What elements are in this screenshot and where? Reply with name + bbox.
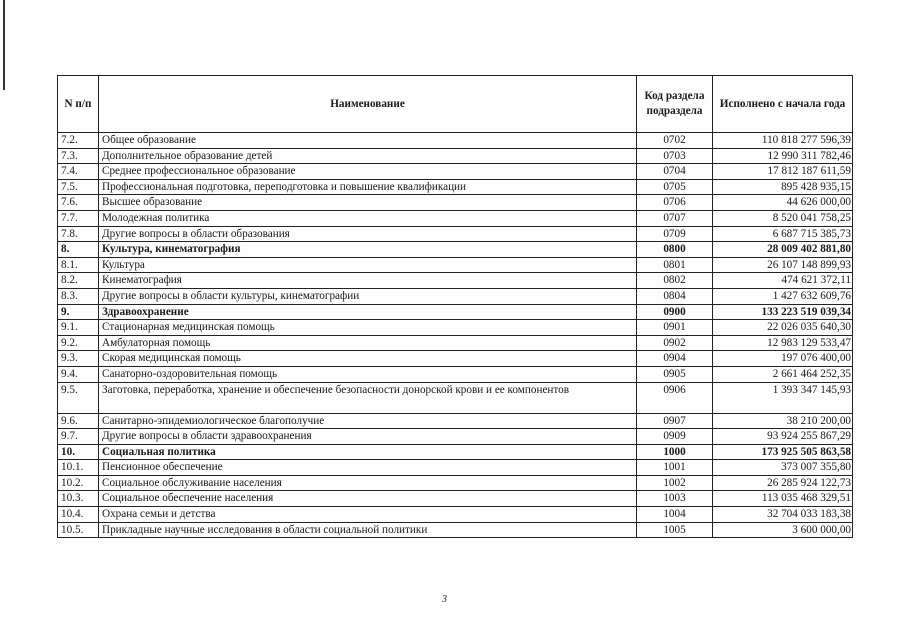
row-name: Другие вопросы в области культуры, кинематографии xyxy=(99,288,637,304)
row-amount: 373 007 355,80 xyxy=(713,460,853,476)
row-code: 1000 xyxy=(637,444,713,460)
row-name: Скорая медицинская помощь xyxy=(99,351,637,367)
row-num: 9.4. xyxy=(58,366,99,382)
row-amount: 1 427 632 609,76 xyxy=(713,288,853,304)
row-name: Общее образование xyxy=(99,133,637,149)
row-name: Социальное обслуживание населения xyxy=(99,475,637,491)
row-amount: 2 661 464 252,35 xyxy=(713,366,853,382)
row-code: 0909 xyxy=(637,429,713,445)
row-name: Пенсионное обеспечение xyxy=(99,460,637,476)
row-name: Кинематография xyxy=(99,273,637,289)
table-row xyxy=(58,382,853,413)
table-row xyxy=(58,351,853,367)
table-row xyxy=(58,335,853,351)
table-row xyxy=(58,288,853,304)
table-row xyxy=(58,179,853,195)
row-num: 10.5. xyxy=(58,522,99,538)
row-amount: 110 818 277 596,39 xyxy=(713,133,853,149)
row-code: 0801 xyxy=(637,257,713,273)
table-header-row xyxy=(58,76,853,133)
row-amount: 1 393 347 145,93 xyxy=(713,382,853,413)
row-num: 8.3. xyxy=(58,288,99,304)
row-code: 0706 xyxy=(637,195,713,211)
row-num: 8. xyxy=(58,242,99,258)
table-row xyxy=(58,164,853,180)
row-num: 7.8. xyxy=(58,226,99,242)
row-amount: 3 600 000,00 xyxy=(713,522,853,538)
row-num: 7.4. xyxy=(58,164,99,180)
row-name: Культура, кинематография xyxy=(99,242,637,258)
table-row xyxy=(58,444,853,460)
table-body xyxy=(58,133,853,538)
row-amount: 895 428 935,15 xyxy=(713,179,853,195)
row-name: Санитарно-эпидемиологическое благополучие xyxy=(99,413,637,429)
row-code: 0800 xyxy=(637,242,713,258)
table-row xyxy=(58,522,853,538)
row-code: 0707 xyxy=(637,210,713,226)
row-code: 0704 xyxy=(637,164,713,180)
row-num: 9.1. xyxy=(58,320,99,336)
row-code: 0702 xyxy=(637,133,713,149)
row-amount: 12 990 311 782,46 xyxy=(713,148,853,164)
row-code: 0709 xyxy=(637,226,713,242)
row-num: 9.2. xyxy=(58,335,99,351)
table-row xyxy=(58,413,853,429)
row-num: 9.5. xyxy=(58,382,99,413)
row-name: Заготовка, переработка, хранение и обеспечение безопасности донорской крови и ее компонентов xyxy=(99,382,637,413)
budget-table xyxy=(57,75,853,538)
table-row xyxy=(58,257,853,273)
row-num: 10.3. xyxy=(58,491,99,507)
row-code: 0705 xyxy=(637,179,713,195)
row-num: 7.2. xyxy=(58,133,99,149)
table-row xyxy=(58,148,853,164)
row-amount: 26 107 148 899,93 xyxy=(713,257,853,273)
row-num: 10.2. xyxy=(58,475,99,491)
row-num: 8.1. xyxy=(58,257,99,273)
row-num: 8.2. xyxy=(58,273,99,289)
table-row xyxy=(58,210,853,226)
table-row xyxy=(58,429,853,445)
row-num: 7.7. xyxy=(58,210,99,226)
row-code: 0905 xyxy=(637,366,713,382)
table-row xyxy=(58,195,853,211)
table-row xyxy=(58,507,853,523)
row-code: 1005 xyxy=(637,522,713,538)
header-amount: Исполнено с начала года xyxy=(713,76,853,133)
row-name: Прикладные научные исследования в области социальной политики xyxy=(99,522,637,538)
row-amount: 6 687 715 385,73 xyxy=(713,226,853,242)
scan-edge-mark xyxy=(3,0,5,90)
row-num: 9. xyxy=(58,304,99,320)
table-row xyxy=(58,226,853,242)
row-amount: 17 812 187 611,59 xyxy=(713,164,853,180)
row-amount: 133 223 519 039,34 xyxy=(713,304,853,320)
table-row xyxy=(58,491,853,507)
row-name: Социальная политика xyxy=(99,444,637,460)
table-row xyxy=(58,366,853,382)
table-row xyxy=(58,273,853,289)
row-code: 1002 xyxy=(637,475,713,491)
table-row xyxy=(58,475,853,491)
row-amount: 113 035 468 329,51 xyxy=(713,491,853,507)
row-code: 1003 xyxy=(637,491,713,507)
row-code: 0902 xyxy=(637,335,713,351)
table-row xyxy=(58,133,853,149)
row-num: 7.6. xyxy=(58,195,99,211)
row-amount: 173 925 505 863,58 xyxy=(713,444,853,460)
row-code: 1004 xyxy=(637,507,713,523)
row-name: Другие вопросы в области здравоохранения xyxy=(99,429,637,445)
row-name: Социальное обеспечение населения xyxy=(99,491,637,507)
row-code: 0904 xyxy=(637,351,713,367)
row-name: Амбулаторная помощь xyxy=(99,335,637,351)
table-row xyxy=(58,460,853,476)
row-amount: 28 009 402 881,80 xyxy=(713,242,853,258)
header-name: Наименование xyxy=(99,76,637,133)
row-code: 0901 xyxy=(637,320,713,336)
row-name: Охрана семьи и детства xyxy=(99,507,637,523)
row-amount: 32 704 033 183,38 xyxy=(713,507,853,523)
row-name: Санаторно-оздоровительная помощь xyxy=(99,366,637,382)
row-name: Культура xyxy=(99,257,637,273)
row-name: Дополнительное образование детей xyxy=(99,148,637,164)
row-code: 0703 xyxy=(637,148,713,164)
row-num: 9.6. xyxy=(58,413,99,429)
row-num: 10.1. xyxy=(58,460,99,476)
row-name: Здравоохранение xyxy=(99,304,637,320)
header-num: N п/п xyxy=(58,76,99,133)
header-code: Код раздела подраздела xyxy=(637,76,713,133)
row-name: Молодежная политика xyxy=(99,210,637,226)
row-code: 0906 xyxy=(637,382,713,413)
row-code: 0907 xyxy=(637,413,713,429)
row-amount: 197 076 400,00 xyxy=(713,351,853,367)
row-num: 10.4. xyxy=(58,507,99,523)
row-amount: 8 520 041 758,25 xyxy=(713,210,853,226)
row-amount: 22 026 035 640,30 xyxy=(713,320,853,336)
row-num: 7.3. xyxy=(58,148,99,164)
table-row xyxy=(58,320,853,336)
table-row xyxy=(58,304,853,320)
row-name: Другие вопросы в области образования xyxy=(99,226,637,242)
row-num: 10. xyxy=(58,444,99,460)
row-name: Высшее образование xyxy=(99,195,637,211)
row-amount: 474 621 372,11 xyxy=(713,273,853,289)
row-num: 9.3. xyxy=(58,351,99,367)
row-name: Профессиональная подготовка, переподготовка и повышение квалификации xyxy=(99,179,637,195)
row-num: 9.7. xyxy=(58,429,99,445)
row-code: 0804 xyxy=(637,288,713,304)
row-amount: 93 924 255 867,29 xyxy=(713,429,853,445)
row-name: Стационарная медицинская помощь xyxy=(99,320,637,336)
row-amount: 38 210 200,00 xyxy=(713,413,853,429)
row-code: 1001 xyxy=(637,460,713,476)
row-amount: 44 626 000,00 xyxy=(713,195,853,211)
row-num: 7.5. xyxy=(58,179,99,195)
row-code: 0802 xyxy=(637,273,713,289)
row-amount: 12 983 129 533,47 xyxy=(713,335,853,351)
table-row xyxy=(58,242,853,258)
row-amount: 26 285 924 122,73 xyxy=(713,475,853,491)
row-name: Среднее профессиональное образование xyxy=(99,164,637,180)
page-number: 3 xyxy=(442,594,447,605)
row-code: 0900 xyxy=(637,304,713,320)
